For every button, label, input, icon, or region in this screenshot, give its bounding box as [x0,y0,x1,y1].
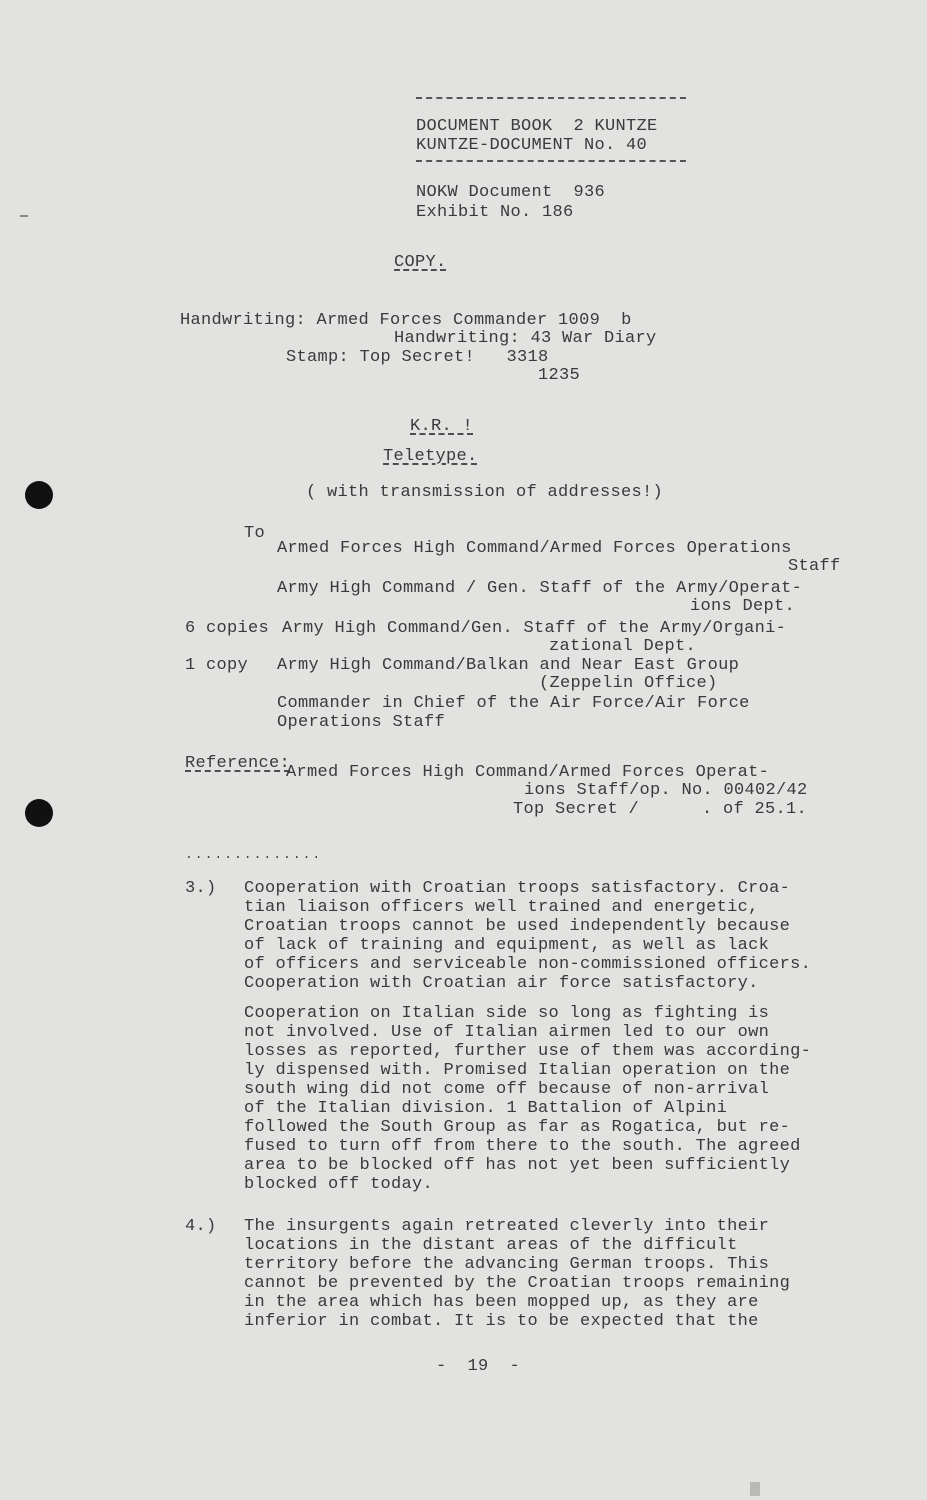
para-4-line: in the area which has been mopped up, as they are [244,1293,759,1312]
reference-line-3: Top Secret / . of 25.1. [513,800,808,819]
para-3-number: 3.) [185,879,217,898]
doc-book-line: DOCUMENT BOOK 2 KUNTZE [416,117,658,136]
header-rule-bottom [416,160,686,162]
reference-label: Reference: [185,754,291,773]
para-3a-line: Croatian troops cannot be used independently because [244,917,791,936]
addressee-3-line-1: Army High Command/Gen. Staff of the Army/Organi- [282,619,787,638]
para-3b-line: ly dispensed with. Promised Italian operation on the [244,1061,791,1080]
stamp-line: Stamp: Top Secret! 3318 [286,348,549,367]
para-3b-line: not involved. Use of Italian airmen led to our own [244,1023,770,1042]
para-4-line: The insurgents again retreated cleverly into their [244,1217,770,1236]
kuntze-doc-line: KUNTZE-DOCUMENT No. 40 [416,136,648,155]
addressee-1-line-1: Armed Forces High Command/Armed Forces Operations [277,539,792,558]
addressee-3-prefix: 6 copies [185,619,270,638]
para-3a-line: of lack of training and equipment, as well as lack [244,936,770,955]
para-3b-line: losses as reported, further use of them was according- [244,1042,812,1061]
addressee-1-line-2: Staff [788,557,841,576]
addressee-2-line-1: Army High Command / Gen. Staff of the Army/Operat- [277,579,803,598]
addressee-5-line-2: Operations Staff [277,713,446,732]
handwriting-line-1: Handwriting: Armed Forces Commander 1009 b [180,311,632,330]
addressee-5-line-1: Commander in Chief of the Air Force/Air Force [277,694,750,713]
teletype-label: Teletype. [383,447,478,466]
to-label: To [244,524,266,543]
para-3b-line: area to be blocked off has not yet been sufficiently [244,1156,791,1175]
exhibit-line: Exhibit No. 186 [416,203,574,222]
staple-mark [750,1482,760,1496]
para-3b-line: fused to turn off from there to the south. The agreed [244,1137,801,1156]
reference-line-2: ions Staff/op. No. 00402/42 [524,781,808,800]
para-4-line: territory before the advancing German troops. This [244,1255,770,1274]
nokw-line: NOKW Document 936 [416,183,606,202]
punch-hole-top [25,481,53,509]
addressee-4-prefix: 1 copy [185,656,249,675]
transmission-note: ( with transmission of addresses!) [306,483,664,502]
para-3b-line: Cooperation on Italian side so long as fighting is [244,1004,770,1023]
para-3b-line: blocked off today. [244,1175,434,1194]
para-4-line: cannot be prevented by the Croatian troops remaining [244,1274,791,1293]
reference-line-1: Armed Forces High Command/Armed Forces Operat- [286,763,770,782]
para-4-number: 4.) [185,1217,217,1236]
header-rule-top [416,97,686,99]
addressee-3-line-2: zational Dept. [549,637,697,656]
handwriting-line-2: Handwriting: 43 War Diary [394,329,657,348]
stamp-number: 1235 [538,366,581,385]
para-3a-line: tian liaison officers well trained and energetic, [244,898,759,917]
kr-label: K.R. ! [410,417,474,436]
copy-label: COPY. [394,253,447,272]
para-4-line: inferior in combat. It is to be expected that the [244,1312,759,1331]
punch-hole-bottom [25,799,53,827]
addressee-4-line-1: Army High Command/Balkan and Near East Group [277,656,740,675]
para-3b-line: of the Italian division. 1 Battalion of Alpini [244,1099,728,1118]
para-4-line: locations in the distant areas of the difficult [244,1236,738,1255]
addressee-2-line-2: ions Dept. [690,597,796,616]
page-number: - 19 - [436,1357,521,1376]
para-3b-line: south wing did not come off because of non-arrival [244,1080,770,1099]
separator-dots: .............. [185,847,323,862]
margin-mark [20,215,28,217]
para-3a-line: Cooperation with Croatian air force satisfactory. [244,974,759,993]
para-3b-line: followed the South Group as far as Rogatica, but re- [244,1118,791,1137]
addressee-4-line-2: (Zeppelin Office) [539,674,718,693]
para-3a-line: of officers and serviceable non-commissioned officers. [244,955,812,974]
para-3a-line: Cooperation with Croatian troops satisfactory. Croa- [244,879,791,898]
